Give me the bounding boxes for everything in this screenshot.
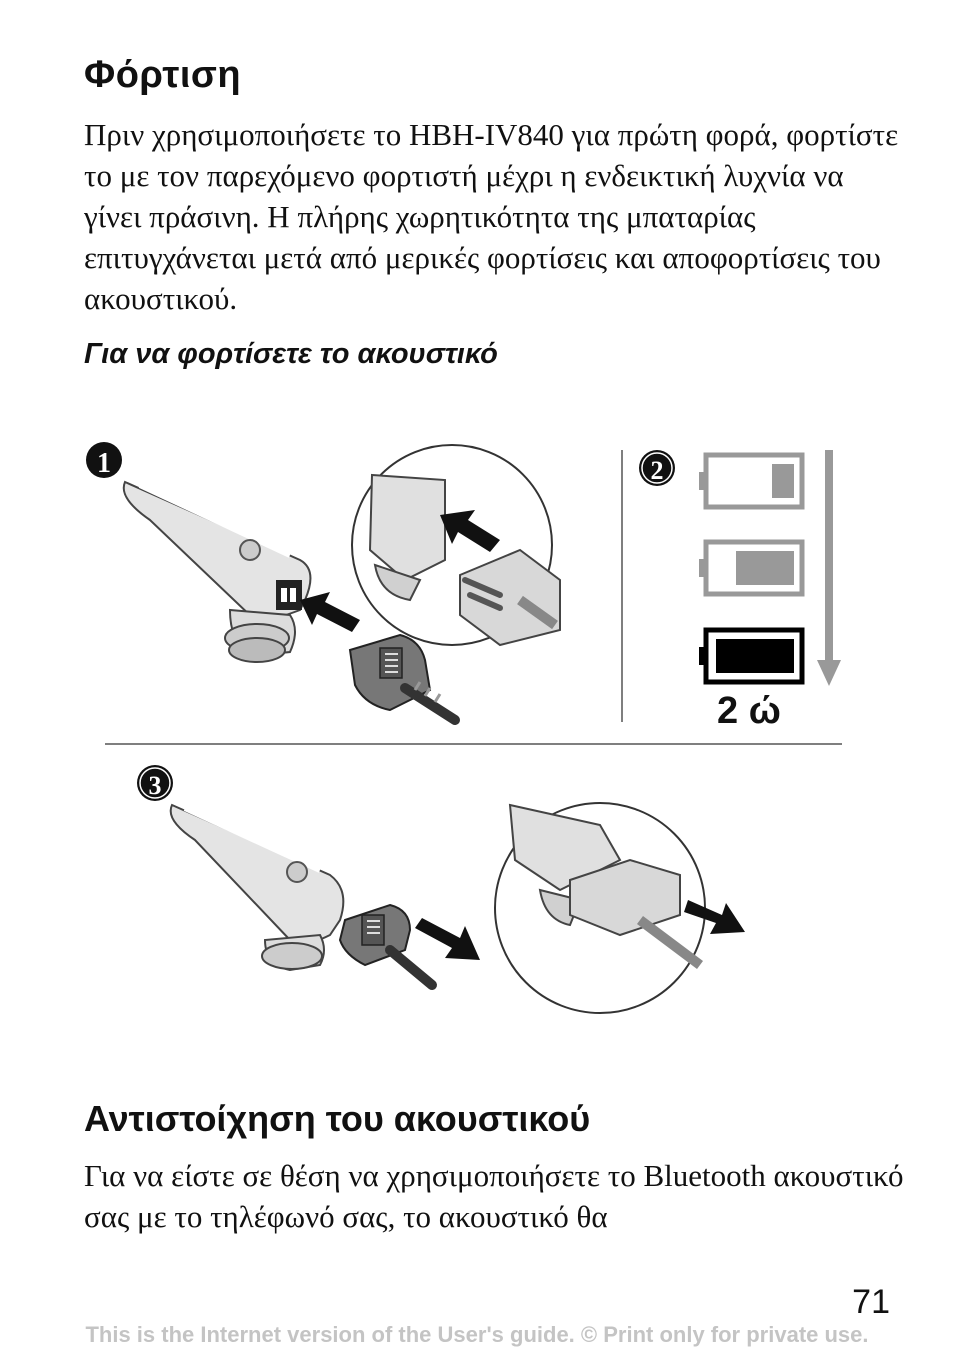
battery-low-icon: [699, 455, 802, 507]
svg-text:1: 1: [97, 448, 111, 479]
charging-subheading: Για να φορτίσετε το ακουστικό: [84, 338, 498, 370]
arrow-in-icon: [300, 592, 360, 632]
battery-full-icon: [699, 630, 802, 682]
section-title-charging: Φόρτιση: [84, 54, 242, 96]
svg-text:2: 2: [650, 456, 664, 485]
step-3-icon: [137, 765, 173, 801]
headset-image-step1: [124, 482, 311, 662]
pairing-paragraph: Για να είστε σε θέση να χρησιμοποιήσετε το Bluetooth ακουστικό σας με το τηλέφωνό σας, το ακουστικό θα: [84, 1158, 904, 1234]
step-1-icon: [86, 442, 122, 479]
watermark-footer: This is the Internet version of the User's guide. © Print only for private use.: [85, 1322, 869, 1347]
arrow-out-icon: [415, 918, 480, 960]
charger-plug-image-step3: [340, 905, 432, 985]
zoom-detail-step1: [352, 445, 560, 645]
svg-text:3: 3: [148, 771, 162, 800]
step-2-icon: [639, 450, 675, 486]
charge-duration-label: 2 ώ: [717, 690, 781, 732]
charger-plug-image-step1: [350, 635, 455, 720]
charging-paragraph: Πριν χρησιμοποιήσετε το HBH-IV840 για πρώτη φορά, φορτίστε το με τον παρεχόμενο φορτιστή μέχρι η ενδεικτική λυχνία να γίνει πράσινη. Η πλήρης χωρητικότητα της μπαταρίας επιτυγχάνεται μετά από μερικές φορτίσεις και αποφορτίσεις του ακουστικού.: [84, 117, 899, 316]
down-arrow-icon: [817, 450, 841, 686]
section-title-pairing: Αντιστοίχηση του ακουστικού: [84, 1098, 591, 1139]
page-number: 71: [852, 1283, 890, 1321]
charging-illustration: [0, 420, 954, 1020]
battery-medium-icon: [699, 542, 802, 594]
zoom-detail-step3: [495, 803, 705, 1013]
headset-image-step3: [171, 805, 344, 970]
